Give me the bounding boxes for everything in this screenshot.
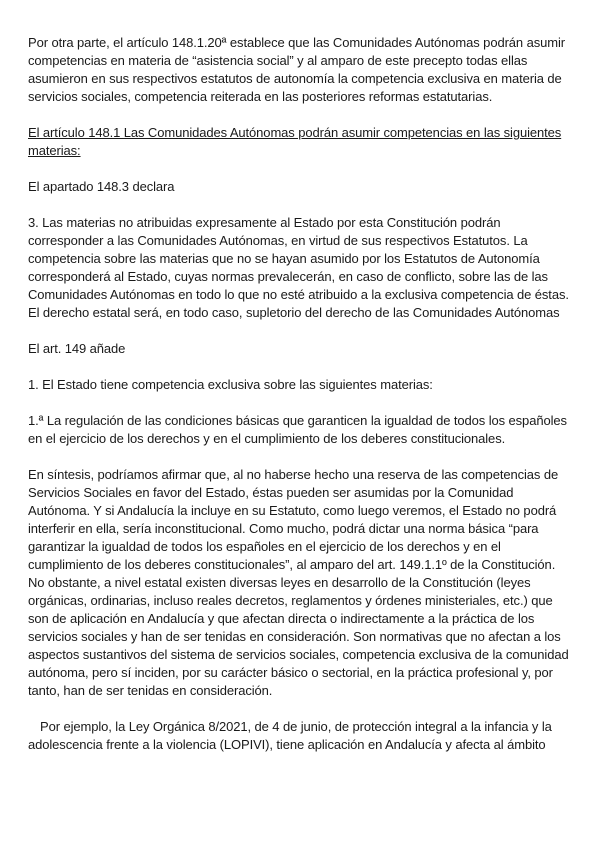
paragraph-no-obstante: No obstante, a nivel estatal existen diversas leyes en desarrollo de la Constitución (leyes orgánicas, ordinarias, incluso reales decretos, reglamentos y órdenes ministeriales, etc.) que son de aplicación en Andalucía y que afectan directa o indirectamente a la práctica de los servicios sociales y han de ser tenidas en consideración. Son normativas que no afectan a los aspectos sustantivos del sistema de servicios sociales, competencia exclusiva de la comunidad autónoma, pero sí inciden, por su carácter básico o sectorial, en la práctica profesional y, por tanto, han de ser tenidas en consideración. xyxy=(28,575,569,698)
paragraph-lopivi: Por ejemplo, la Ley Orgánica 8/2021, de 4 de junio, de protección integral a la infancia y la adolescencia frente a la violencia (LOPIVI), tiene aplicación en Andalucía y afecta al ámbito xyxy=(28,719,552,752)
paragraph-condiciones-basicas: 1.ª La regulación de las condiciones básicas que garanticen la igualdad de todos los españoles en el ejercicio de los derechos y en el cumplimiento de los deberes constitucionales. xyxy=(28,413,567,446)
paragraph-apartado-148-3: El apartado 148.3 declara xyxy=(28,179,175,194)
paragraph-competencia-exclusiva: 1. El Estado tiene competencia exclusiva sobre las siguientes materias: xyxy=(28,377,433,392)
paragraph-art-148-1-20: Por otra parte, el artículo 148.1.20ª establece que las Comunidades Autónomas podrán asumir competencias en materia de “asistencia social” y al amparo de este precepto todas ellas asumieron en sus respectivos estatutos de autonomía la competencia exclusiva en materia de servicios sociales, competencia reiterada en las posteriores reformas estatutarias. xyxy=(28,35,565,104)
paragraph-art-149: El art. 149 añade xyxy=(28,341,126,356)
paragraph-materias-no-atribuidas: 3. Las materias no atribuidas expresamente al Estado por esta Constitución podrán corresponder a las Comunidades Autónomas, en virtud de sus respectivos Estatutos. La competencia sobre las materias que no se hayan asumido por los Estatutos de Autonomía corresponderá al Estado, cuyas normas prevalecerán, en caso de conflicto, sobre las de las Comunidades Autónomas en todo lo que no esté atribuido a la exclusiva competencia de éstas. El derecho estatal será, en todo caso, supletorio del derecho de las Comunidades Autónomas xyxy=(28,215,569,320)
heading-art-148-1: El artículo 148.1 Las Comunidades Autónomas podrán asumir competencias en las siguientes materias: xyxy=(28,125,562,158)
document-page xyxy=(28,34,576,772)
paragraph-sintesis: En síntesis, podríamos afirmar que, al no haberse hecho una reserva de las competencias de Servicios Sociales en favor del Estado, éstas pueden ser asumidas por la Comunidad Autónoma. Y si Andalucía la incluye en su Estatuto, como luego veremos, el Estado no podrá interferir en ella, sería inconstitucional. Como mucho, podrá dictar una norma básica “para garantizar la igualdad de todos los españoles en el ejercicio de los derechos y en el cumplimiento de los deberes constitucionales”, al amparo del art. 149.1.1º de la Constitución. xyxy=(28,467,559,572)
